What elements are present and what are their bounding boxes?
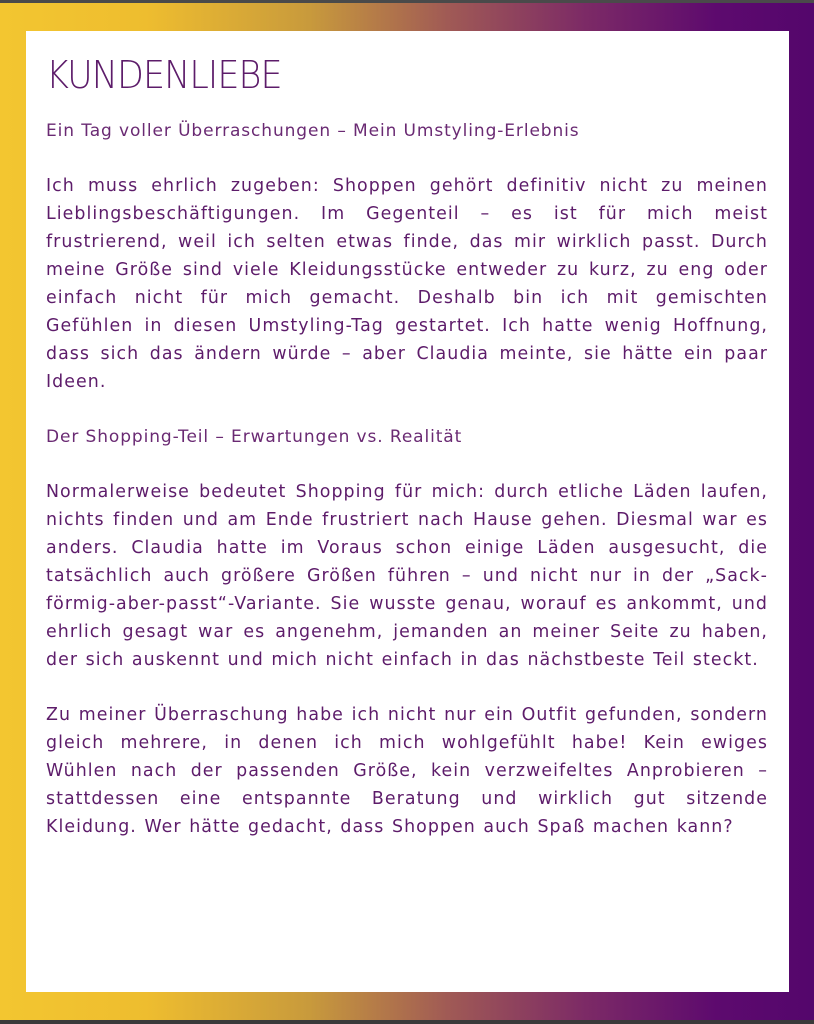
subheading-2: Der Shopping-Teil – Erwartungen vs. Realität [46, 427, 463, 447]
paragraph-2: Normalerweise bedeutet Shopping für mich: durch etliche Läden laufen, nichts finden und am Ende frustriert nach Hause gehen. Diesmal war es anders. Claudia hatte im Voraus schon einige Läden ausgesucht, die tatsächlich auch größere Größen führen – und nicht nur in der „Sack-förmig-aber-passt“-Variante. Sie wusste genau, worauf es ankommt, und ehrlich gesagt war es angenehm, jemanden an meiner Seite zu haben, der sich auskennt und mich nicht einfach in das nächstbeste Teil steckt. [46, 482, 768, 670]
top-edge [0, 0, 814, 3]
paragraph-3: Zu meiner Überraschung habe ich nicht nur ein Outfit gefunden, sondern gleich mehrere, in denen ich mich wohlgefühlt habe! Kein ewiges Wühlen nach der passenden Größe, kein verzweifeltes Anprobieren – stattdessen eine entspannte Beratung und wirklich gut sitzende Kleidung. Wer hätte gedacht, dass Shoppen auch Spaß machen kann? [46, 705, 768, 837]
paragraph-1: Ich muss ehrlich zugeben: Shoppen gehört definitiv nicht zu meinen Lieblingsbeschäftigungen. Im Gegenteil – es ist für mich meist frustrierend, weil ich selten etwas finde, das mir wirklich passt. Durch meine Größe sind viele Kleidungsstücke entweder zu kurz, zu eng oder einfach nicht für mich gemacht. Deshalb bin ich mit gemischten Gefühlen in diesen Umstyling-Tag gestartet. Ich hatte wenig Hoffnung, dass sich das ändern würde – aber Claudia meinte, sie hätte ein paar Ideen. [46, 176, 768, 392]
bottom-edge [0, 1020, 814, 1024]
subheading-1: Ein Tag voller Überraschungen – Mein Umstyling-Erlebnis [46, 121, 580, 141]
document-page [26, 31, 789, 992]
document-content [46, 53, 768, 868]
page-title: KUNDENLIEBE [46, 53, 282, 97]
